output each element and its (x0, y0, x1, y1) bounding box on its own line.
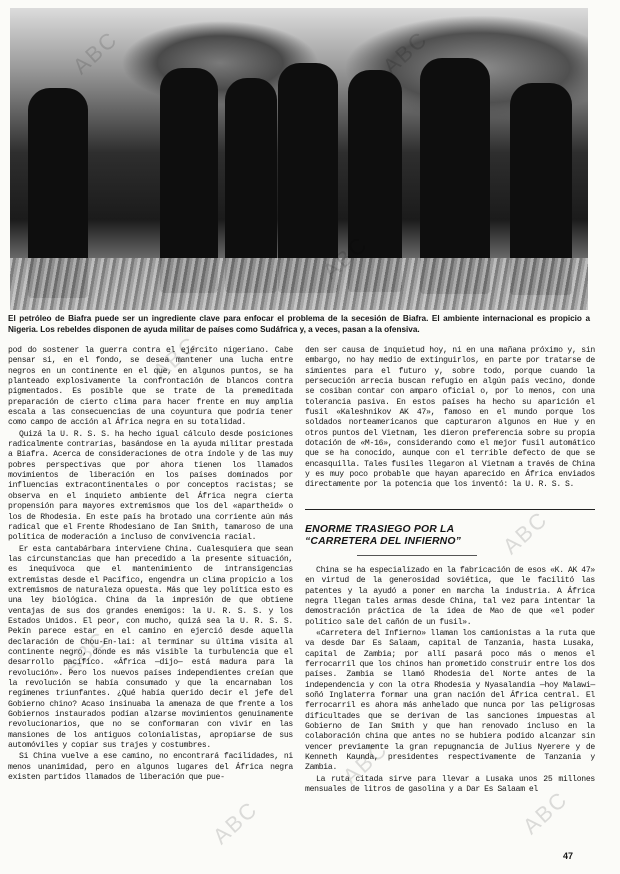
photo-caption: El petróleo de Biafra puede ser un ingrediente clave para enfocar el problema de la secesión de Biafra. El ambiente internacional es propicio a Nigeria. Los rebeldes disponen de ayuda militar de países como Sudáfrica y, a veces, pasan a la ofensiva. (8, 314, 590, 334)
paragraph: Si China vuelve a ese camino, no encontrará facilidades, ni menos unanimidad, pero en algunos lugares del África negra existen partidos llamados de liberación que pue- (8, 752, 293, 783)
right-column (305, 346, 595, 795)
photo-grass (10, 258, 588, 310)
paragraph: China se ha especializado en la fabricación de esos «K. AK 47» en virtud de la generosidad soviética, que le facilitó las patentes y la ayudó a poner en marcha la industria. A África negra llegan tales armas desde China, tal vez para intentar la demostración práctica de la idea de Mao de que «el poder político sale del cañón de un fusil». (305, 565, 595, 627)
left-column (8, 346, 293, 783)
paragraph: «Carretera del Infierno» llaman los camionistas a la ruta que va desde Dar Es Salaam, capital de Tanzania, hasta Lusaka, capital de Zambia; por allí pasará poco más o menos el ferrocarril que los chinos han prometido construir entre los dos países. Zambia se llamó Rhodesia del Norte antes de la independencia y con la otra Rhodesia y Nyasalandia —hoy Malawi— soñó Inglaterra formar una gran nación del África central. El ferrocarril es ahora más anhelado que nunca por las peligrosas dificultades que se derivan de las sanciones impuestas al Gobierno de Ian Smith y que han renovado incluso en la colaboración china que antes no se hubiera podido alcanzar sin vencer previamente la gran repugnancia de Julius Nyerere y de Kenneth Kaunda, presidentes respectivamente de Tanzania y Zambia. (305, 628, 595, 773)
watermark-logo: ABC (497, 506, 553, 560)
section-heading-line: ENORME TRASIEGO POR LA (305, 523, 455, 535)
section-heading (305, 509, 595, 556)
watermark-logo: ABC (517, 786, 573, 840)
paragraph: Quizá la U. R. S. S. ha hecho igual cálculo desde posiciones radicalmente contrarias, basándose en la ayuda militar prestada a Biafra. Acerca de consideraciones de otra índole y de las muy pobres perspectivas que por ahora tienen los llamados movimientos de liberación en los países dominados por influencias extracontinentales o por conceptos racistas; se observa en el inquieto ambiente del África negra cierta propensión para mayores extremismos que los del «apartheid» o los de Rhodesia. En este país ha brotado una corriente aún más radical que el Frente Rhodesiano de Ian Smith, tamaroso de una política de moderación a incluso de convivencia racial. (8, 429, 293, 543)
photo-biafra-soldiers (10, 8, 588, 310)
paragraph: pod do sostener la guerra contra el ejército nigeriano. Cabe pensar si, en el fondo, se desea mantener una lucha entre negros en un continente en el que, en algunos puntos, se ha planteado explosivamente la confrontación de blancos contra pigmentados. Es posible que se trate de la premeditada preparación de cierto clima para hacer frente en muy amplia escala a las consecuencias de una coyuntura que podría tener como campo de acción al África negra en su totalidad. (8, 346, 293, 428)
section-heading-line: “CARRETERA DEL INFIERNO” (305, 536, 462, 548)
paragraph: Er esta cantabárbara interviene China. Cualesquiera que sean las circunstancias que han precedido a la presente situación, es inequívoca que el mantenimiento de intransigencias extremistas desde el Pacífico, engendra un clima propicio a los extremismos de naturaleza opuesta. Más que ley política esto es una ley biológica. China da la impresión de que obtiene ventajas de sus dos grandes enemigos: la U. R. S. S. y los Estados Unidos. El peor, con mucho, quizá sea la U. R. S. S. Pekín parece estar en el camino en ejerció desde aquella declaración de Chou-En-lai: al terminar su última visita al continente negro, donde es más visible la turbulencia que el desarrollo pacífico. «África —dijo— está madura para la revolución». Pero los nuevos países independientes creían que la revolución se había consumado y que la encarnaban los regímenes triunfantes. ¿Qué había querido decir el jefe del Gobierno chino? Acaso insinuaba la amenaza de que frente a los Gobiernos instaurados podían alzarse movimientos genuinamente revolucionarios, que no se conformaran con vivir en las mansiones de los antiguos colonialistas, apropiarse de sus automóviles y copiar sus trajes y costumbres. (8, 544, 293, 751)
paragraph: La ruta citada sirve para llevar a Lusaka unos 25 millones mensuales de litros de gasolina y a Dar Es Salaam el (305, 774, 595, 795)
watermark-logo: ABC (57, 626, 113, 680)
page-number: 47 (563, 851, 574, 861)
watermark-logo: ABC (207, 796, 263, 850)
heading-rule (357, 555, 477, 556)
watermark-logo: ABC (147, 331, 203, 385)
paragraph: den ser causa de inquietud hoy, ni en una mañana próximo y, sin embargo, no hay medio de extinguirlos, en parte por tratarse de simientes para el futuro y, sobre todo, porque cuando la persecución arrecia buscan refugio en algún país vecino, donde se cosiban contar con amparo oficial o, por lo menos, con una tolerancia pasiva. En estos países ha hecho su aparición el fusil «Kaleshnikov AK 47», famoso en el mundo porque los soldados norteamericanos que capturaron algunos en Hue y en otros puntos del Vietnam, les dieron preferencia sobre su propia dotación de «M-16», considerando como el mejor fusil automático que se ha conocido, aunque con el terrible defecto de que se encasquilla. Tales fusiles llegaron al Vietnam a través de China y es muy poco probable que hayan aparecido en África enviados directamente por la potencia que los inventó: la U. R. S. S. (305, 346, 595, 490)
watermark-logo: ABC (337, 736, 393, 790)
